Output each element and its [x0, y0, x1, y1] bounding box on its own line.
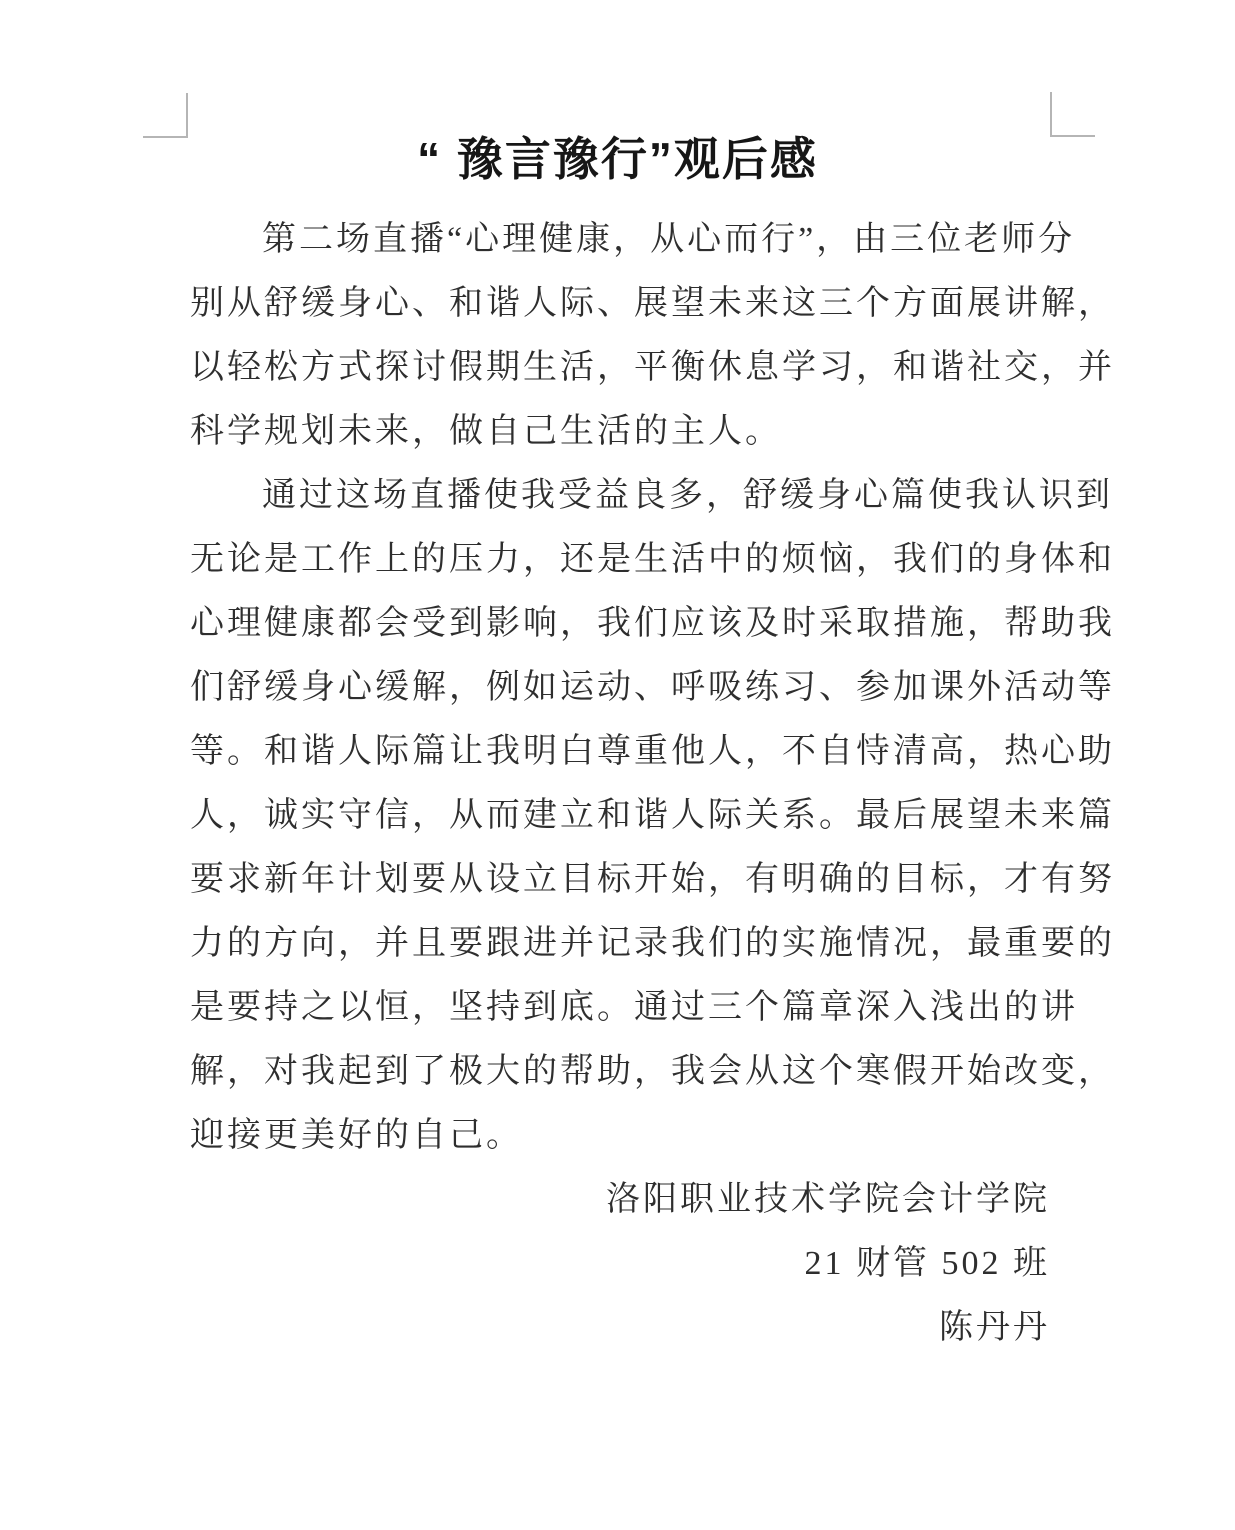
text-line: 心理健康都会受到影响，我们应该及时采取措施，帮助我	[190, 605, 1115, 642]
text-line: 通过这场直播使我受益良多，舒缓身心篇使我认识到	[262, 477, 1113, 514]
signature-class: 21 财管 502 班	[804, 1245, 1050, 1282]
text-line: 无论是工作上的压力，还是生活中的烦恼，我们的身体和	[190, 541, 1115, 578]
text-line: 是要持之以恒，坚持到底。通过三个篇章深入浅出的讲	[190, 989, 1078, 1026]
text-line: 第二场直播“心理健康，从心而行”，由三位老师分	[262, 221, 1076, 258]
signature-author: 陈丹丹	[939, 1309, 1050, 1346]
text-line: 们舒缓身心缓解，例如运动、呼吸练习、参加课外活动等	[190, 669, 1115, 706]
text-line: 科学规划未来，做自己生活的主人。	[190, 413, 782, 450]
text-line: 要求新年计划要从设立目标开始，有明确的目标，才有努	[190, 861, 1115, 898]
signature-institution: 洛阳职业技术学院会计学院	[606, 1181, 1050, 1218]
text-line: 别从舒缓身心、和谐人际、展望未来这三个方面展讲解，	[190, 285, 1115, 322]
text-line: 等。和谐人际篇让我明白尊重他人，不自恃清高，热心助	[190, 733, 1115, 770]
document-title: “ 豫言豫行”观后感	[417, 133, 818, 185]
text-line: 迎接更美好的自己。	[190, 1117, 523, 1154]
text-line: 人，诚实守信，从而建立和谐人际关系。最后展望未来篇	[190, 797, 1115, 834]
text-line: 以轻松方式探讨假期生活，平衡休息学习，和谐社交，并	[190, 349, 1115, 386]
document-body	[190, 208, 1115, 1360]
text-line: 解，对我起到了极大的帮助，我会从这个寒假开始改变，	[190, 1053, 1115, 1090]
text-line: 力的方向，并且要跟进并记录我们的实施情况，最重要的	[190, 925, 1115, 962]
